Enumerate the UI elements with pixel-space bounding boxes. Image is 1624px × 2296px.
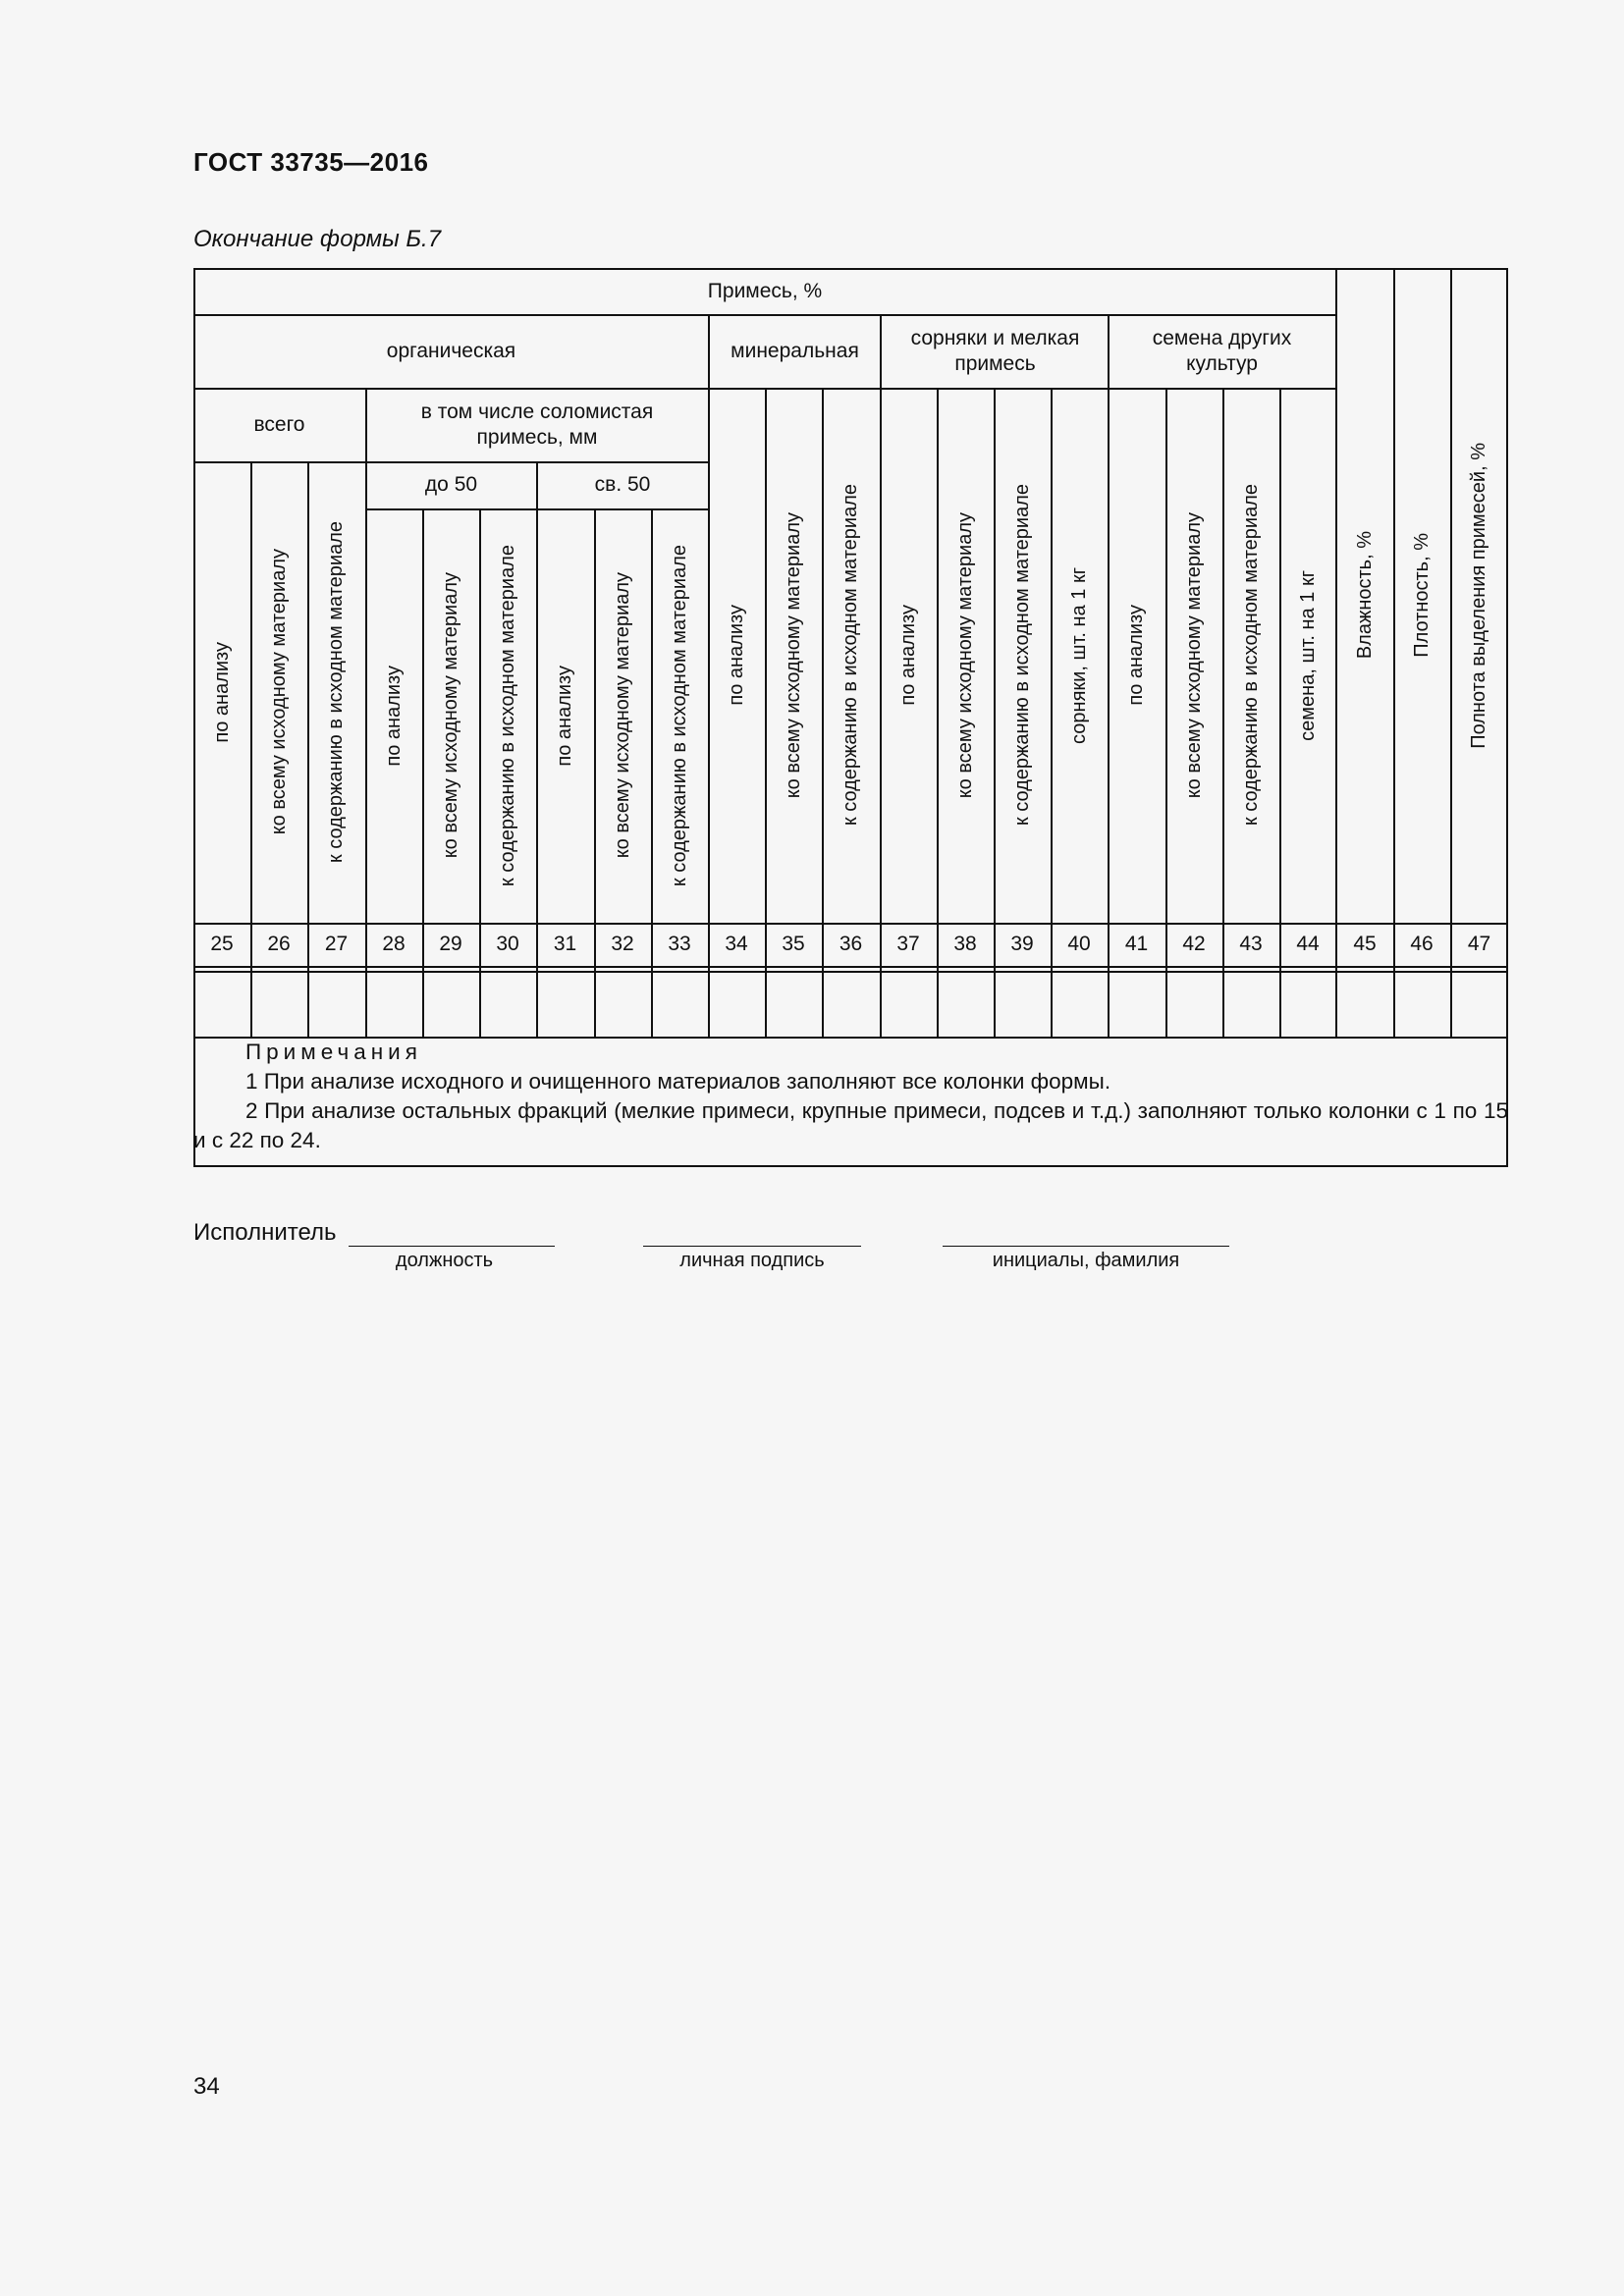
position-line xyxy=(349,1246,555,1247)
signature-line xyxy=(643,1246,861,1247)
col-number: 27 xyxy=(324,933,349,955)
name-line xyxy=(943,1246,1229,1247)
col-number: 45 xyxy=(1353,933,1377,955)
subheader-col-39: к содержанию в исходном материале xyxy=(1010,484,1033,827)
col-number: 47 xyxy=(1467,933,1491,955)
subheader-col-33: к содержанию в исходном материале xyxy=(668,544,690,887)
col-number: 32 xyxy=(611,933,634,955)
subheader-col-28: по анализу xyxy=(382,665,405,767)
subheader-col-32: ко всему исходному материалу xyxy=(611,572,633,859)
table-line xyxy=(193,971,1508,973)
col-number: 30 xyxy=(496,933,519,955)
name-caption: инициалы, фамилия xyxy=(992,1250,1180,1271)
col-number: 43 xyxy=(1239,933,1263,955)
col-number: 25 xyxy=(210,933,234,955)
position-caption: должность xyxy=(395,1250,494,1271)
form-caption: Окончание формы Б.7 xyxy=(193,226,442,252)
subheader-col-44: семена, шт. на 1 кг xyxy=(1296,569,1319,741)
header-impurity: Примесь, % xyxy=(707,279,823,302)
header-weeds: сорняки и мелкая примесь xyxy=(910,326,1080,375)
col-number: 38 xyxy=(953,933,977,955)
subheader-col-34: по анализу xyxy=(725,605,747,706)
col-number: 35 xyxy=(782,933,805,955)
table-line xyxy=(193,966,1508,968)
header-completeness: Полнота выделения примесей, % xyxy=(1468,442,1489,749)
subheader-col-27: к содержанию в исходном материале xyxy=(325,520,347,864)
col-number: 39 xyxy=(1010,933,1034,955)
subheader-col-43: к содержанию в исходном материале xyxy=(1239,484,1262,827)
subheader-col-25: по анализу xyxy=(210,641,233,743)
col-number: 33 xyxy=(668,933,691,955)
subheader-col-31: по анализу xyxy=(554,665,575,767)
document-header: ГОСТ 33735—2016 xyxy=(193,147,429,177)
col-number: 26 xyxy=(267,933,291,955)
subheader-col-42: ко всему исходному материалу xyxy=(1182,511,1205,799)
subheader-col-37: по анализу xyxy=(896,605,919,706)
subheader-col-30: к содержанию в исходном материале xyxy=(496,544,518,887)
executor-label: Исполнитель xyxy=(193,1219,337,1246)
subheader-col-29: ко всему исходному материалу xyxy=(439,572,461,859)
header-mineral: минеральная xyxy=(731,339,859,362)
col-number: 37 xyxy=(896,933,920,955)
col-number: 40 xyxy=(1067,933,1091,955)
header-density: Плотность, % xyxy=(1410,533,1433,658)
notes-title: Примечания xyxy=(245,1040,422,1064)
header-organic: органическая xyxy=(386,339,516,362)
header-upto-50: до 50 xyxy=(424,473,478,496)
page-number: 34 xyxy=(193,2073,220,2100)
header-straw: в том числе соломистая примесь, мм xyxy=(420,400,654,449)
header-moisture: Влажность, % xyxy=(1353,531,1376,660)
notes-block xyxy=(193,1038,1508,1155)
signature-caption: личная подпись xyxy=(679,1250,825,1271)
col-number: 36 xyxy=(839,933,863,955)
col-number: 28 xyxy=(382,933,406,955)
col-number: 44 xyxy=(1296,933,1320,955)
col-number: 42 xyxy=(1182,933,1206,955)
note-2: 2 При анализе остальных фракций (мелкие примеси, крупные примеси, подсев и т.д.) заполняют только колонки с 1 по 15 и с 22 по 24. xyxy=(193,1098,1508,1152)
col-number: 41 xyxy=(1124,933,1149,955)
subheader-col-36: к содержанию в исходном материале xyxy=(839,484,861,827)
subheader-col-40: сорняки, шт. на 1 кг xyxy=(1067,566,1090,744)
col-number: 34 xyxy=(725,933,748,955)
header-over-50: св. 50 xyxy=(594,473,651,496)
header-other-seeds: семена других культур xyxy=(1152,326,1292,375)
form-table xyxy=(193,268,1508,1167)
subheader-col-38: ко всему исходному материалу xyxy=(953,511,976,799)
subheader-col-35: ко всему исходному материалу xyxy=(782,511,804,799)
header-total: всего xyxy=(253,412,305,436)
col-number: 31 xyxy=(553,933,577,955)
col-number: 46 xyxy=(1410,933,1434,955)
col-number: 29 xyxy=(439,933,462,955)
note-1: 1 При анализе исходного и очищенного материалов заполняют все колонки формы. xyxy=(245,1069,1111,1094)
subheader-col-41: по анализу xyxy=(1125,605,1147,706)
subheader-col-26: ко всему исходному материалу xyxy=(267,549,290,835)
